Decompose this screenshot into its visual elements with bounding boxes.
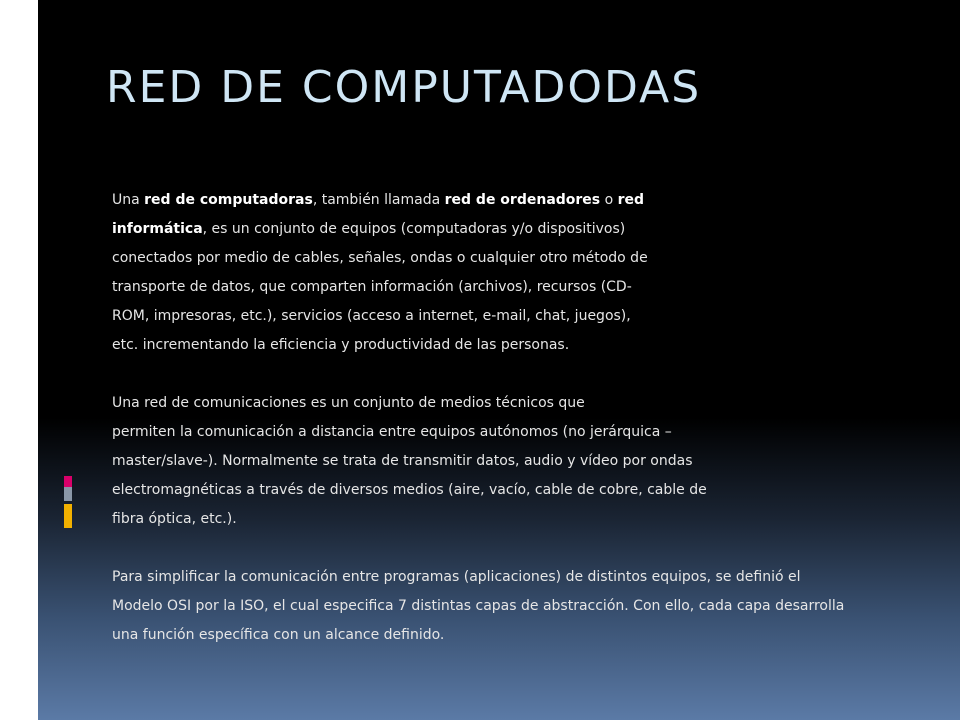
bold-term: red: [617, 192, 645, 208]
text-line: transporte de datos, que comparten información (archivos), recursos (CD-: [112, 279, 632, 295]
paragraph-gap: [112, 534, 922, 563]
text-line: fibra óptica, etc.).: [112, 511, 237, 527]
paragraph-2: [112, 389, 922, 534]
bold-term: informática: [112, 221, 203, 237]
text-line: Modelo OSI por la ISO, el cual especifica 7 distintas capas de abstracción. Con ello, cada capa desarrolla: [112, 598, 845, 614]
slide-body: [112, 186, 922, 650]
text-line: [112, 215, 922, 244]
text-line: una función específica con un alcance definido.: [112, 627, 445, 643]
paragraph-1: [112, 186, 922, 360]
text: , también llamada: [312, 192, 445, 208]
text-line: Una red de comunicaciones es un conjunto de medios técnicos que: [112, 395, 585, 411]
text: o: [600, 192, 618, 208]
text-line: master/slave-). Normalmente se trata de transmitir datos, audio y vídeo por ondas: [112, 453, 693, 469]
text: Una: [112, 192, 145, 208]
paragraph-3: [112, 563, 922, 650]
text-line: permiten la comunicación a distancia entre equipos autónomos (no jerárquica –: [112, 424, 672, 440]
text-line: etc. incrementando la eficiencia y productividad de las personas.: [112, 337, 570, 353]
left-margin-strip: [0, 0, 38, 720]
text-line: conectados por medio de cables, señales, ondas o cualquier otro método de: [112, 250, 648, 266]
text-line: ROM, impresoras, etc.), servicios (acceso a internet, e-mail, chat, juegos),: [112, 308, 631, 324]
text-line: electromagnéticas a través de diversos medios (aire, vacío, cable de cobre, cable de: [112, 482, 707, 498]
paragraph-gap: [112, 360, 922, 389]
decor-bar-gray: [64, 487, 72, 501]
slide-title: RED DE COMPUTADODAS: [106, 62, 702, 113]
text-line: [112, 186, 922, 215]
text-line: Para simplificar la comunicación entre programas (aplicaciones) de distintos equipos, se definió el: [112, 569, 801, 585]
text: , es un conjunto de equipos (computadoras y/o dispositivos): [202, 221, 626, 237]
decor-bar-yellow: [64, 504, 72, 528]
bold-term: red de ordenadores: [444, 192, 601, 208]
bold-term: red de computadoras: [144, 192, 313, 208]
